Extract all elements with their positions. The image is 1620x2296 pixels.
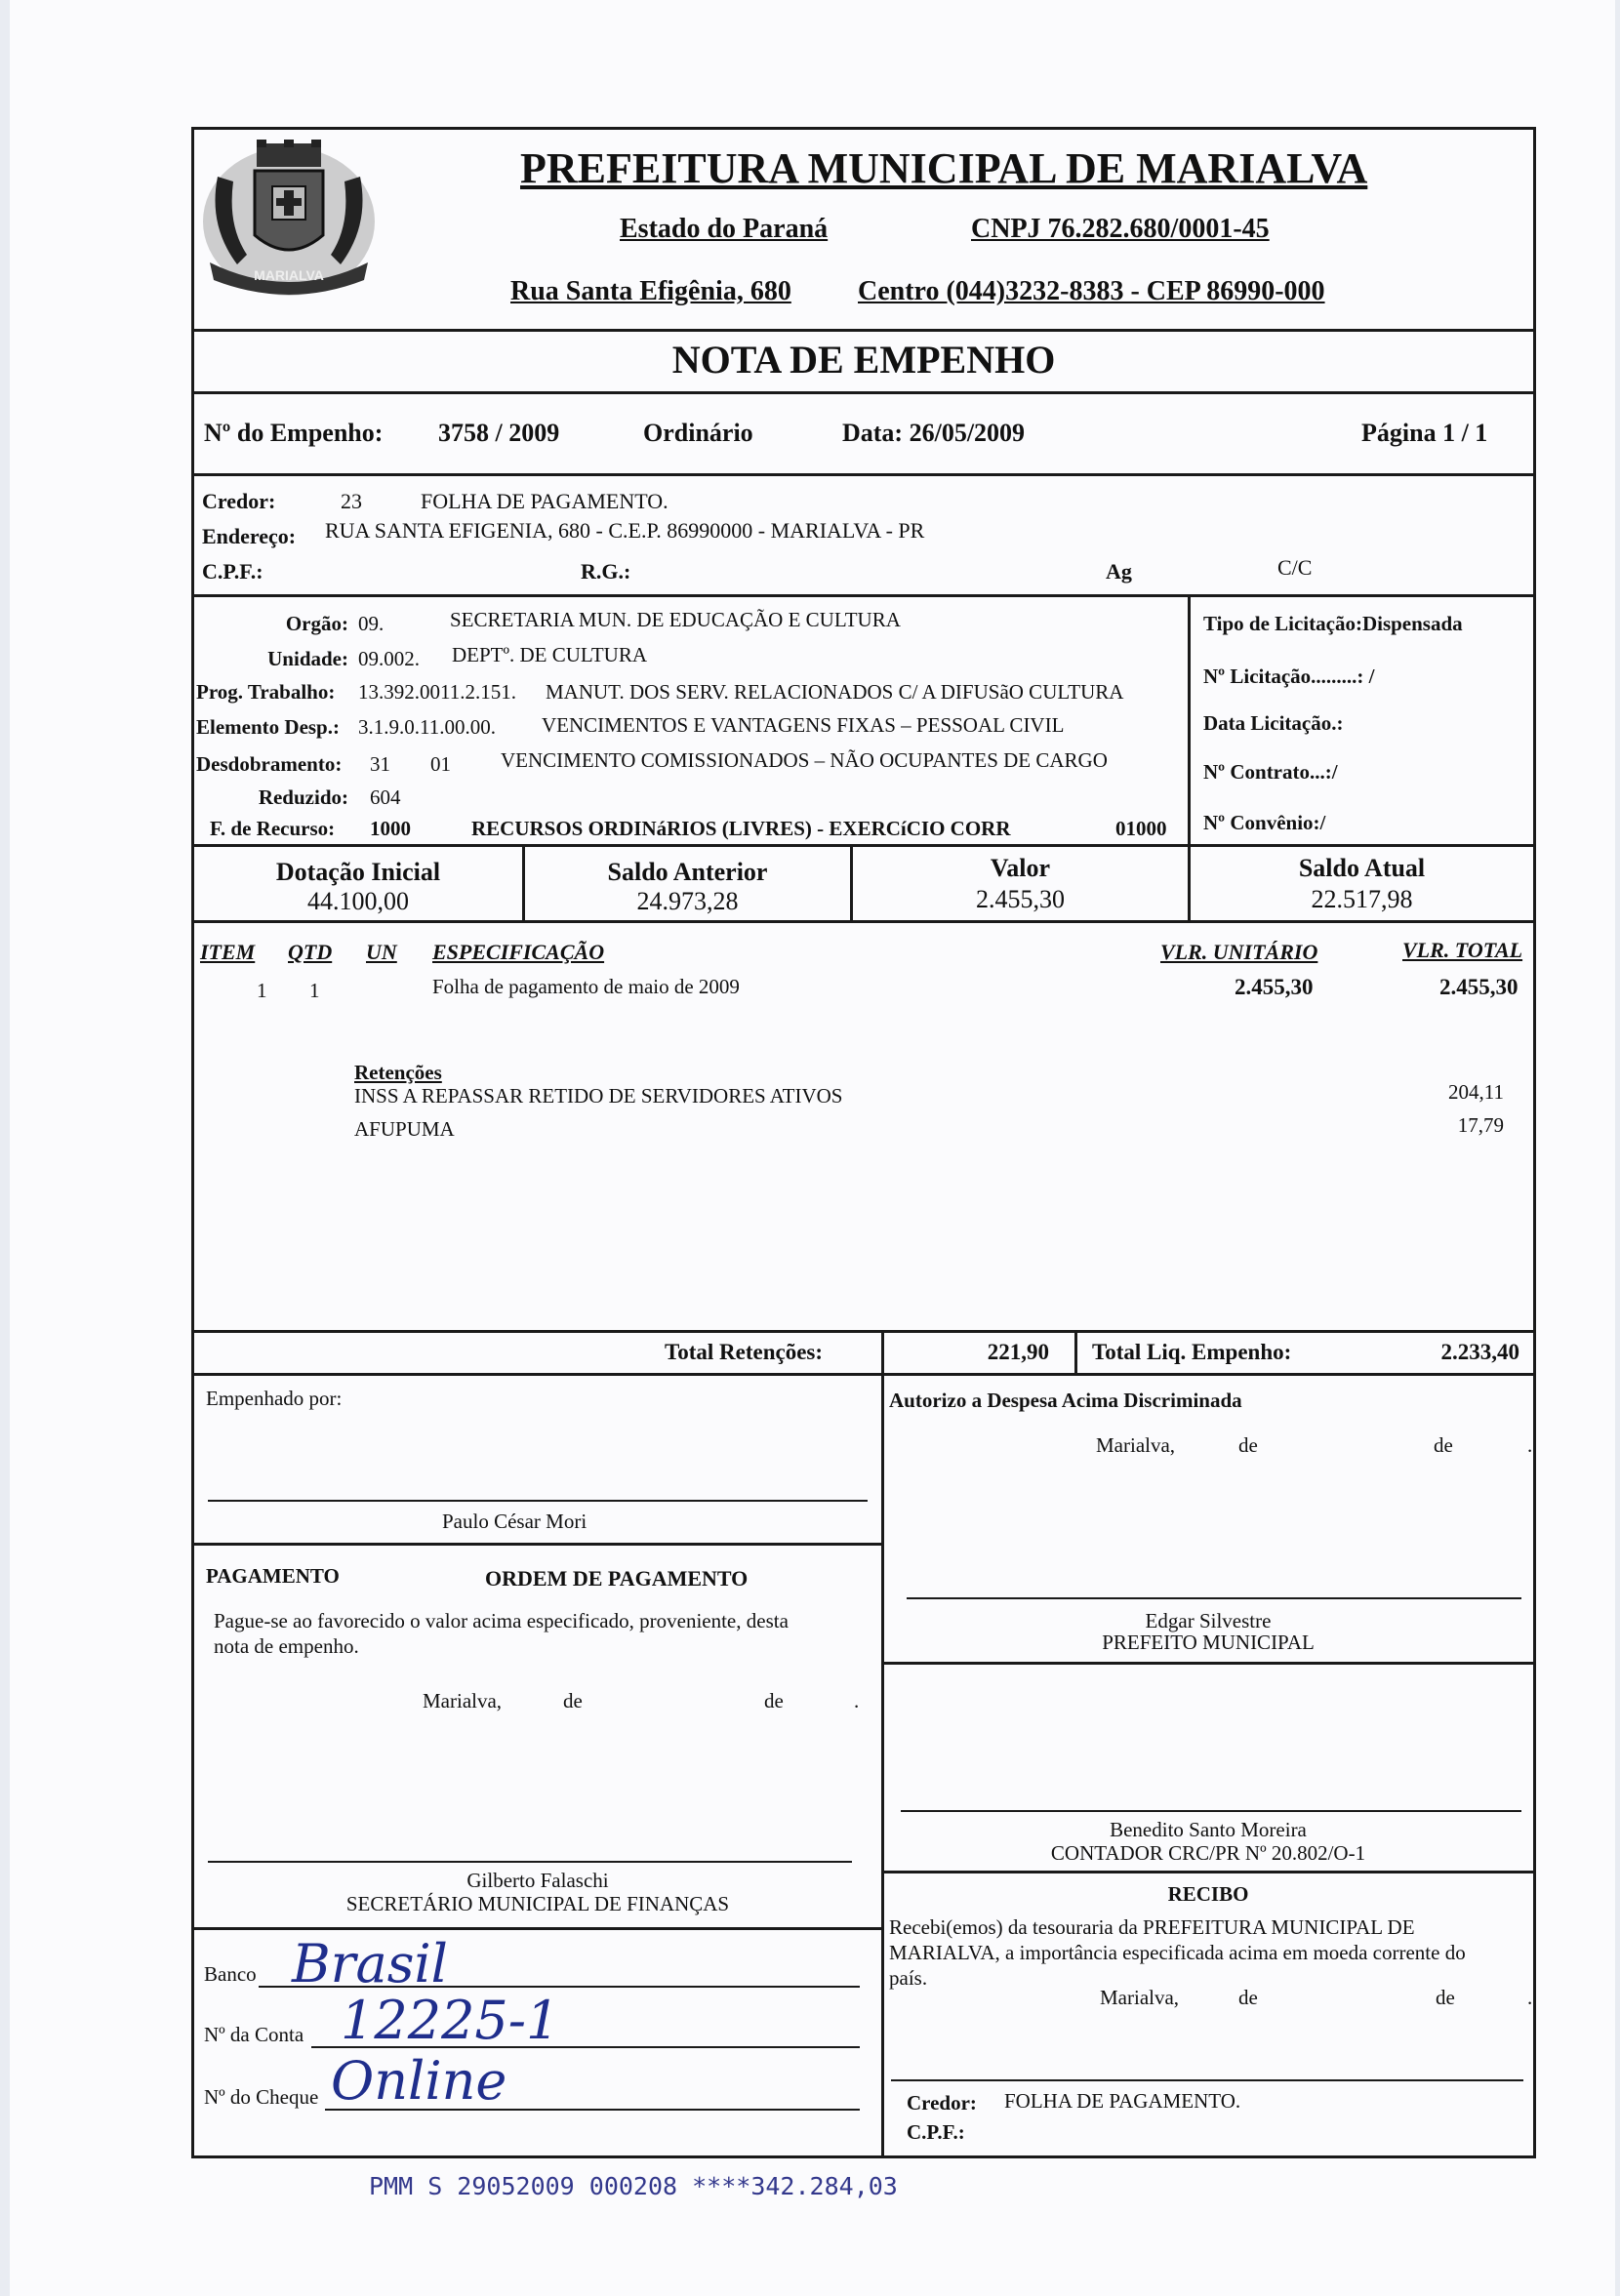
signature-line	[901, 1810, 1521, 1812]
unidade-description: DEPTº. DE CULTURA	[452, 643, 647, 666]
col-header-vlr-unitario: VLR. UNITÁRIO	[1160, 940, 1318, 964]
col-header-vlr-total: VLR. TOTAL	[1402, 938, 1523, 962]
credor-address: RUA SANTA EFIGENIA, 680 - C.E.P. 86990000 - MARIALVA - PR	[325, 518, 925, 543]
reduzido-code: 604	[370, 785, 401, 809]
street-address: Rua Santa Efigênia, 680	[510, 276, 791, 306]
empenhado-por-name: Paulo César Mori	[442, 1510, 587, 1533]
valor-value: 2.455,30	[976, 885, 1065, 913]
banco-handwritten: Brasil	[292, 1933, 448, 1994]
orgao-label: Orgão:	[285, 612, 348, 635]
agency-label: Ag	[1106, 559, 1132, 584]
autorizo-label: Autorizo a Despesa Acima Discriminada	[889, 1389, 1242, 1412]
reduzido-label: Reduzido:	[258, 785, 348, 809]
bank-authentication-stamp: PMM S 29052009 000208 ****342.284,03	[369, 2172, 898, 2200]
item-number: 1	[257, 979, 267, 1002]
tipo-licitacao: Tipo de Licitação:Dispensada	[1203, 612, 1463, 635]
recibo-text-line2: MARIALVA, a importância especificada acima em moeda corrente do	[889, 1941, 1466, 1964]
signature-line	[891, 2079, 1523, 2081]
pagamento-label: PAGAMENTO	[206, 1564, 340, 1588]
pagamento-text-line1: Pague-se ao favorecido o valor acima especificado, proveniente, desta	[214, 1609, 789, 1632]
recibo-label: RECIBO	[1167, 1882, 1249, 1906]
table-row	[194, 975, 1533, 1014]
desdobramento-subcode: 01	[430, 752, 451, 776]
recibo-month-de: de	[1436, 1986, 1455, 2009]
valor-label: Valor	[990, 854, 1051, 882]
saldo-anterior-value: 24.973,28	[636, 887, 739, 915]
pagamento-text-line2: nota de empenho.	[214, 1634, 359, 1658]
cheque-handwritten: Online	[331, 2050, 507, 2112]
contact-info: Centro (044)3232-8383 - CEP 86990-000	[858, 276, 1325, 306]
retencao-afupuma: AFUPUMA	[354, 1117, 455, 1141]
dotacao-inicial-value: 44.100,00	[307, 887, 409, 915]
cheque-label: Nº do Cheque	[204, 2085, 319, 2109]
prog-trabalho-description: MANUT. DOS SERV. RELACIONADOS C/ A DIFUSãO CULTURA	[546, 680, 1124, 704]
svg-text:MARIALVA: MARIALVA	[254, 267, 324, 283]
credor-name: FOLHA DE PAGAMENTO.	[421, 489, 668, 513]
elemento-description: VENCIMENTOS E VANTAGENS FIXAS – PESSOAL CIVIL	[542, 713, 1065, 737]
autorizo-month-de: de	[1434, 1433, 1453, 1457]
signature-line	[208, 1500, 868, 1502]
conta-line	[311, 2046, 860, 2048]
total-liquido-value: 2.233,40	[1440, 1340, 1519, 1364]
total-liquido-label: Total Liq. Empenho:	[1092, 1340, 1292, 1364]
saldo-atual-value: 22.517,98	[1311, 885, 1413, 913]
item-qtd: 1	[309, 979, 320, 1002]
page-number: Página 1 / 1	[1361, 419, 1488, 447]
conta-label: Nº da Conta	[204, 2023, 304, 2046]
data-licitacao: Data Licitação.:	[1203, 711, 1344, 735]
empenhado-por-label: Empenhado por:	[206, 1387, 343, 1410]
contador-title: CONTADOR CRC/PR Nº 20.802/O-1	[1050, 1841, 1366, 1865]
dotacao-inicial-label: Dotação Inicial	[275, 858, 441, 886]
desdobramento-code: 31	[370, 752, 390, 776]
retencoes-heading: Retenções	[354, 1061, 442, 1084]
signature-line	[907, 1597, 1521, 1599]
recurso-fonte: 01000	[1115, 817, 1167, 840]
contador-name: Benedito Santo Moreira	[1110, 1818, 1307, 1841]
cheque-line	[325, 2109, 860, 2111]
desdobramento-label: Desdobramento:	[196, 752, 343, 776]
item-vlr-unitario: 2.455,30	[1235, 975, 1314, 999]
orgao-description: SECRETARIA MUN. DE EDUCAÇÃO E CULTURA	[450, 608, 901, 631]
autorizo-day-de: de	[1238, 1433, 1258, 1457]
cnpj: CNPJ 76.282.680/0001-45	[971, 214, 1270, 244]
retencao-afupuma-value: 17,79	[1457, 1113, 1504, 1137]
saldo-anterior-label: Saldo Anterior	[607, 858, 768, 886]
cpf-label: C.P.F.:	[202, 559, 263, 584]
empenho-number-label: Nº do Empenho:	[204, 419, 384, 447]
recibo-cpf-label: C.P.F.:	[907, 2120, 965, 2144]
page-title: PREFEITURA MUNICIPAL DE MARIALVA	[520, 144, 1368, 192]
desdobramento-description: VENCIMENTO COMISSIONADOS – NÃO OCUPANTES DE CARGO	[501, 748, 1108, 772]
pagamento-month-de: de	[764, 1689, 784, 1712]
empenho-type: Ordinário	[643, 419, 753, 447]
secretario-title: SECRETÁRIO MUNICIPAL DE FINANÇAS	[345, 1892, 730, 1915]
retencao-inss: INSS A REPASSAR RETIDO DE SERVIDORES ATIVOS	[354, 1084, 843, 1108]
orgao-code: 09.	[358, 612, 385, 635]
saldo-atual-label: Saldo Atual	[1298, 854, 1426, 882]
autorizo-city: Marialva,	[1096, 1433, 1176, 1457]
unidade-label: Unidade:	[267, 647, 348, 670]
retencao-inss-value: 204,11	[1448, 1080, 1504, 1104]
nota-de-empenho-form: MARIALVA PREFEITURA MUNICIPAL DE MARIALVA Estado do Paraná CNPJ 76.282.680/0001-45 Rua Santa Efigênia, 680 Centro (044)3232-8383 - CEP 86990-000 NOTA DE EMPENHO Nº do Empenho: 3758 / 2009 Ordinário Data: 26/05/2009 Página 1 / 1 Credor: 23 FOLHA DE PAGAMENTO. Endereço: RUA SANTA EFIGENIA, 680 - C.E.P. 86990000 - MARIALVA - PR C.P.F.: R.G.: Ag C/C Orgão: 09. SECRETARIA MUN. DE EDUCAÇÃO E CULTURA Unidade: 09.002. DEPTº. DE CULTURA Prog. Trabalho: 13.392.0011.2.151. MANUT. DOS SERV. RELACIONADOS C/ A DIFUSãO CULTURA Elemento Desp.: 3.1.9.0.11.00.00. VENCIMENTOS E VANTAGENS FIXAS – PESSOAL CIVIL Desdobramento: 31 01 VENCIMENTO COMISSIONADOS – NÃO OCUPANTES DE CARGO Reduzido: 604 F. de Recurso: 1000 RECURSOS ORDINáRIOS (LIVRES) - EXERCíCIO CORR 01000 Tipo de Licitação:Dispensada Nº Licitação.........: / Data Licitação.: Nº Contrato...:/ Nº Convênio:/ Dotação Inicial 44.100,00 Saldo Anterior 24.973,28 Valor 2.455,30 Saldo Atual 22.517,98 ITEM QTD UN ESPECIFICAÇÃO VLR. UNITÁRIO VLR. TOTAL 1 1 Folha de pagamento de maio de 2009 2.455,30 2.455,30 Retenções INSS A REPASSAR RETIDO DE SERVIDORES ATIVOS 204,11 AFUPUMA 17,79 Total Retenções: 221,90 Total Liq. Empenho: 2.233,40 Empenhado por: Paulo César Mori PAGAMENTO ORDEM DE PAGAMENTO Pague-se ao favorecido o valor acima especificado, proveniente, desta nota de empenho. Marialva, de de . Gilberto Falaschi SECRETÁRIO MUNICIPAL DE FINANÇAS Banco Brasil Nº da Conta 12225-1 Nº do Cheque Online Autorizo a Despesa Acima Discriminada Marialva, de de . Edgar Silvestre PREFEITO MUNICIPAL Benedito Santo Moreira CONTADOR CRC/PR Nº 20.802/O-1 RECIBO Recebi(emos) da tesouraria da PREFEITURA MUNICIPAL DE MARIALVA, a importância especificada acima em moeda corrente do país. Marialva, de de . Credor: FOLHA DE PAGAMENTO. C.P.F.:	[191, 127, 1536, 2158]
banco-label: Banco	[204, 1962, 257, 1986]
numero-licitacao: Nº Licitação.........: /	[1203, 665, 1375, 688]
municipal-coat-of-arms	[198, 138, 380, 302]
recurso-description: RECURSOS ORDINáRIOS (LIVRES) - EXERCíCIO CORR	[471, 817, 1011, 840]
document-title: NOTA DE EMPENHO	[671, 338, 1056, 382]
elemento-code: 3.1.9.0.11.00.00.	[358, 715, 496, 739]
endereco-label: Endereço:	[202, 524, 297, 548]
credor-code: 23	[341, 489, 362, 513]
ordem-pagamento-label: ORDEM DE PAGAMENTO	[485, 1566, 749, 1591]
item-vlr-total: 2.455,30	[1439, 975, 1519, 999]
prog-trabalho-code: 13.392.0011.2.151.	[358, 680, 516, 704]
signature-line	[208, 1861, 852, 1863]
recibo-text-line1: Recebi(emos) da tesouraria da PREFEITURA MUNICIPAL DE	[889, 1915, 1415, 1939]
prog-trabalho-label: Prog. Trabalho:	[196, 680, 336, 704]
conta-handwritten: 12225-1	[341, 1990, 560, 2051]
empenho-number: 3758 / 2009	[438, 419, 560, 447]
state-name: Estado do Paraná	[620, 214, 829, 244]
numero-convenio: Nº Convênio:/	[1203, 811, 1326, 834]
elemento-label: Elemento Desp.:	[196, 715, 340, 739]
col-header-un: UN	[366, 940, 397, 964]
pagamento-day-de: de	[563, 1689, 583, 1712]
col-header-item: ITEM	[200, 940, 256, 964]
col-header-especificacao: ESPECIFICAÇÃO	[432, 940, 605, 964]
col-header-qtd: QTD	[288, 940, 333, 964]
recurso-code: 1000	[370, 817, 411, 840]
pagamento-city: Marialva,	[423, 1689, 503, 1712]
recibo-day-de: de	[1238, 1986, 1258, 2009]
empenho-date: Data: 26/05/2009	[842, 419, 1026, 447]
prefeito-name: Edgar Silvestre	[1145, 1609, 1272, 1632]
prefeito-title: PREFEITO MUNICIPAL	[1102, 1631, 1315, 1654]
item-especificacao: Folha de pagamento de maio de 2009	[432, 975, 740, 998]
recurso-label: F. de Recurso:	[210, 817, 336, 840]
credor-label: Credor:	[202, 489, 276, 513]
recibo-credor-label: Credor:	[907, 2091, 977, 2115]
numero-contrato: Nº Contrato...:/	[1203, 760, 1338, 784]
banco-line	[259, 1986, 860, 1988]
rg-label: R.G.:	[581, 559, 631, 584]
account-label: C/C	[1277, 555, 1313, 580]
recibo-city: Marialva,	[1100, 1986, 1180, 2009]
unidade-code: 09.002.	[358, 647, 420, 670]
total-retencoes-label: Total Retenções:	[665, 1340, 824, 1364]
secretario-name: Gilberto Falaschi	[466, 1869, 609, 1892]
recibo-credor-value: FOLHA DE PAGAMENTO.	[1004, 2089, 1241, 2113]
total-retencoes-value: 221,90	[987, 1340, 1049, 1364]
recibo-text-line3: país.	[889, 1966, 928, 1990]
